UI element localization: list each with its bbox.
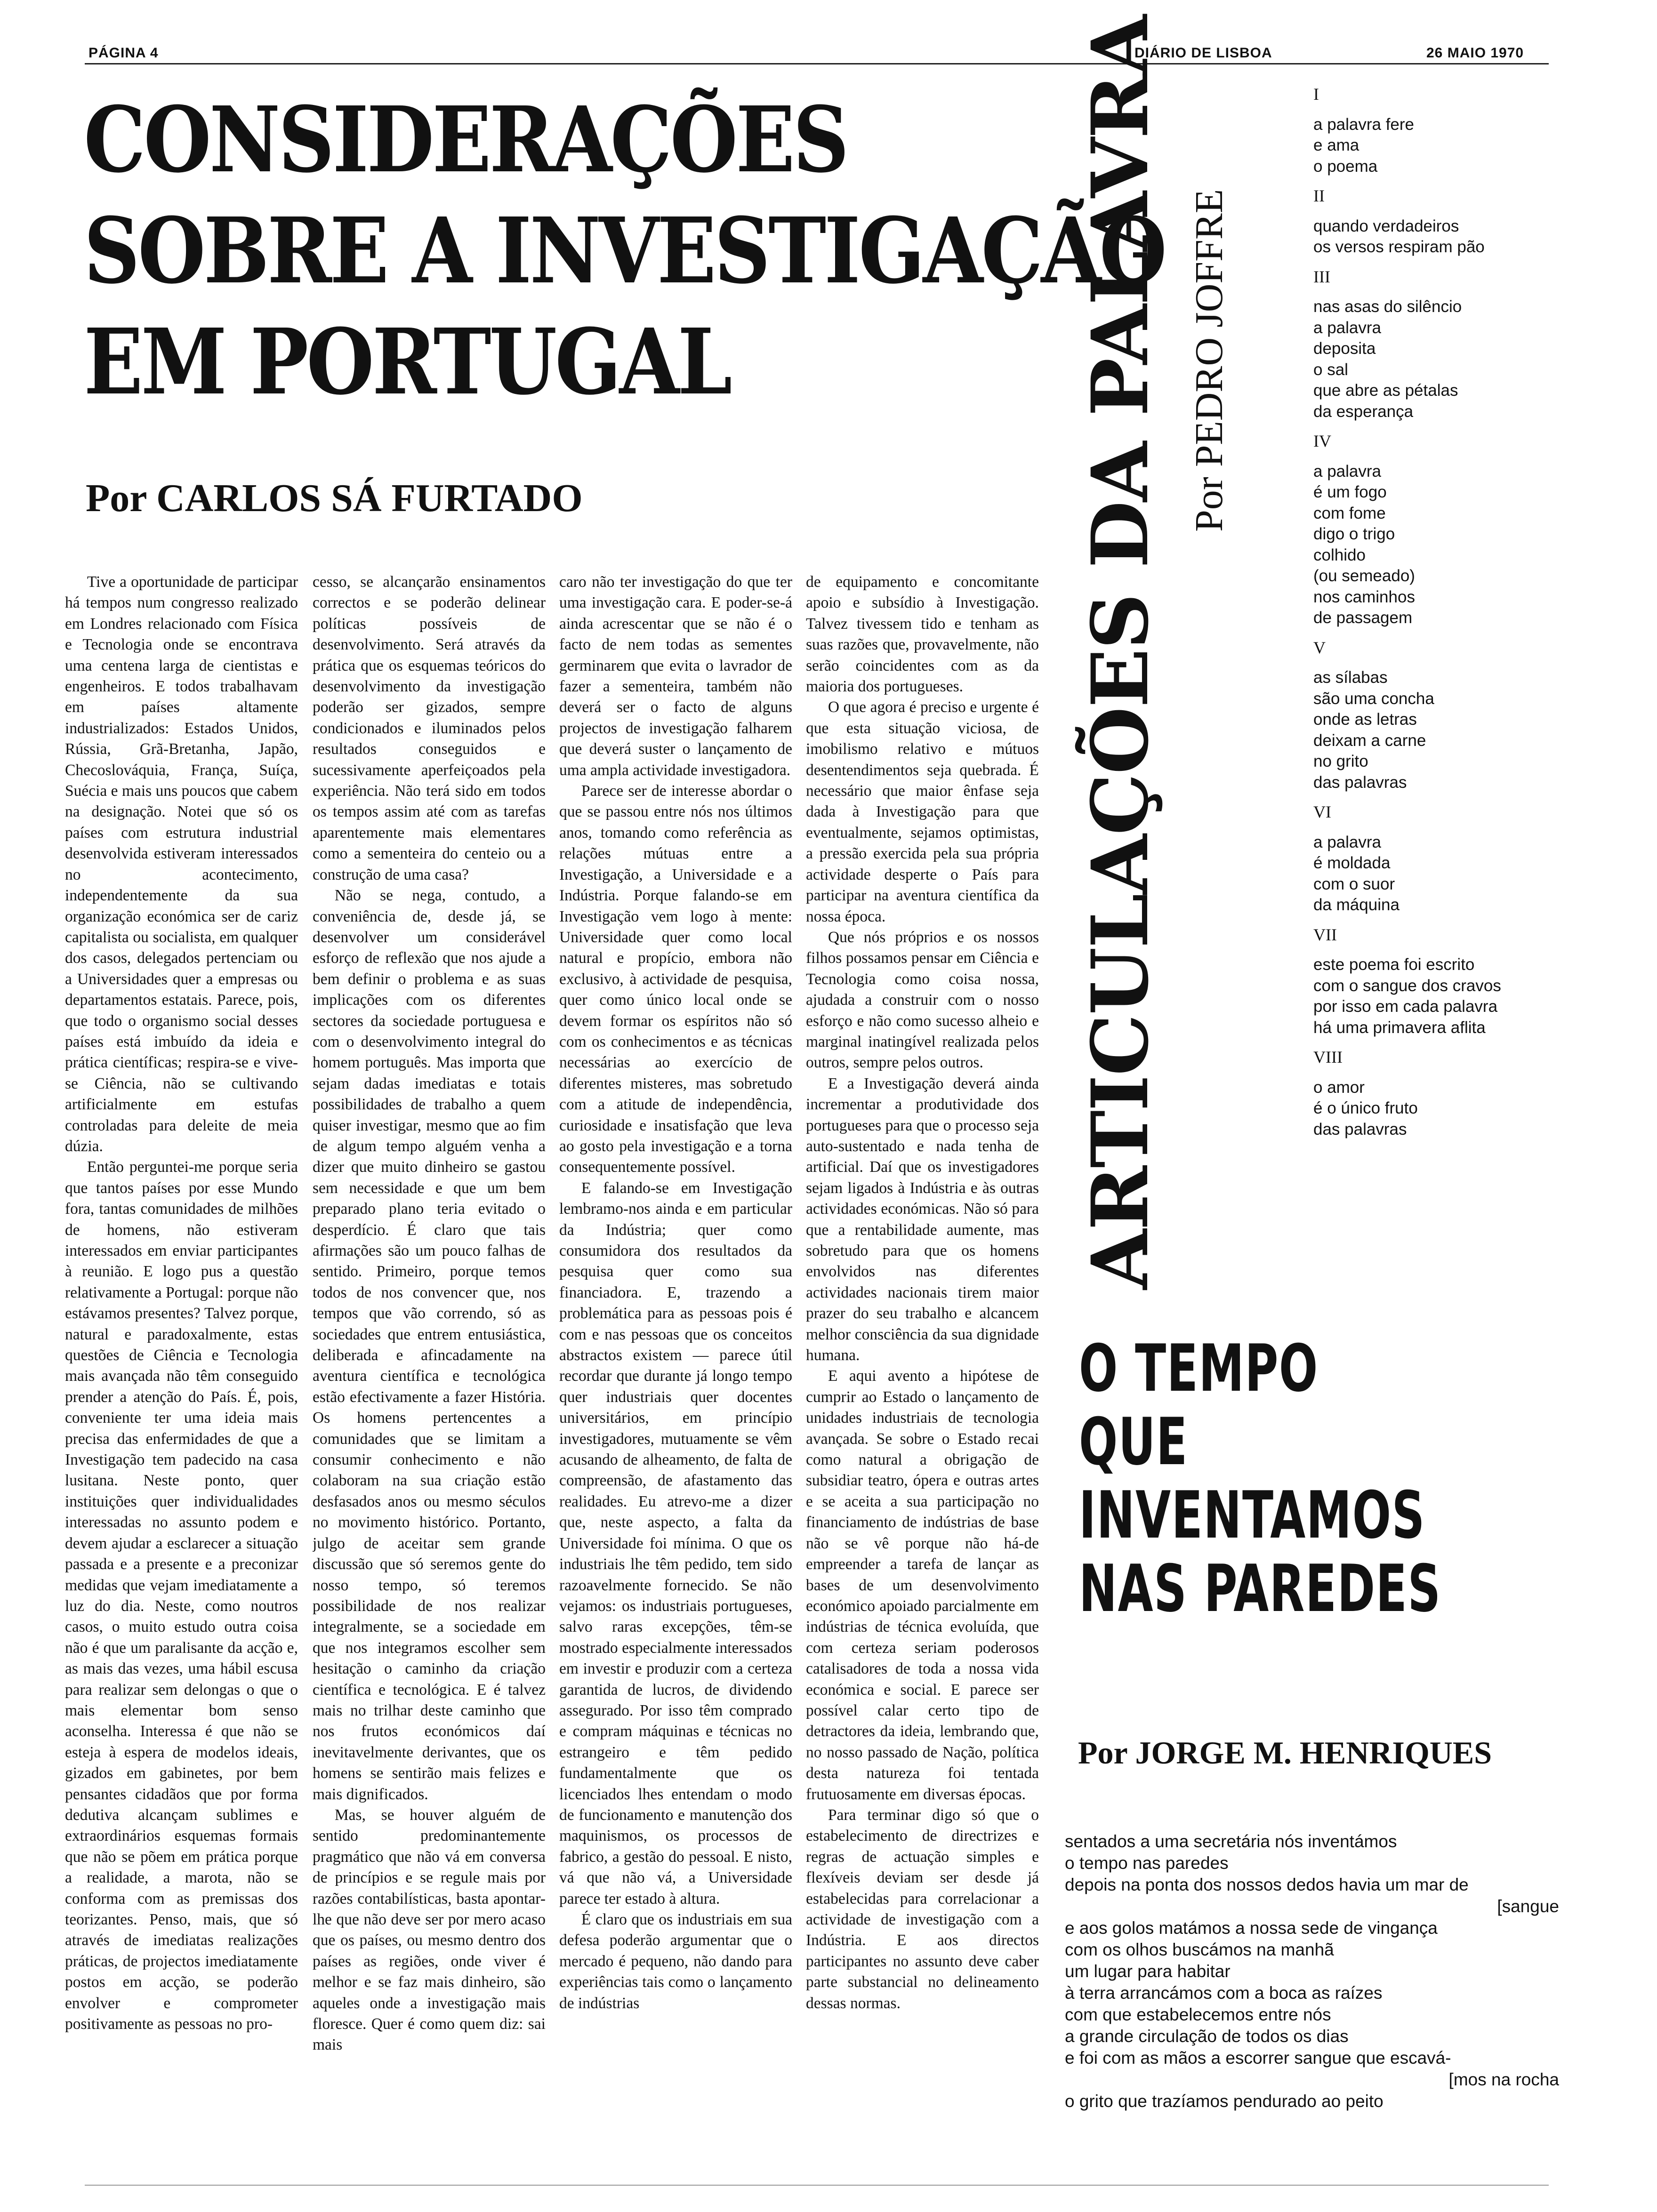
article3-poem	[1065, 1831, 1559, 2112]
poem-line: e foi com as mãos a escorrer sangue que escavá-	[1065, 2048, 1451, 2068]
poem-line: com os olhos buscámos na manhã	[1065, 1940, 1334, 1959]
paragraph: cesso, se alcançarão ensinamentos correctos e se poderão delinear políticas possíveis de desenvolvimento. Será através da prática que os esquemas teóricos do desenvolvimento da investigação poderão ser gizados, sempre condicionados e iluminados pelos resultados conseguidos e sucessivamente aperfeiçoados pela experiência. Não terá sido em todos os tempos assim até com as tarefas aparentemente mais elementares como a sementeira do centeio ou a construção de uma casa?	[313, 573, 546, 883]
article3-title-line-3: INVENTAMOS	[1079, 1477, 1425, 1553]
poem-line: deposita	[1313, 339, 1376, 358]
issue-date: 26 MAIO 1970	[1426, 45, 1524, 61]
stanza-number: V	[1313, 638, 1326, 657]
poem-line: os versos respiram pão	[1313, 238, 1485, 256]
poem-line: o sal	[1313, 360, 1348, 379]
poem-line: são uma concha	[1313, 689, 1434, 708]
poem-title-vertical: ARTICULAÇÕES DA PALAVRA	[1074, 16, 1166, 1290]
poem-line: [sangue	[1497, 1897, 1559, 1916]
poem-line: o amor	[1313, 1078, 1365, 1097]
poem-line: e ama	[1313, 136, 1359, 154]
stanza	[1313, 216, 1558, 258]
article-column-2	[313, 572, 546, 2106]
paragraph: E aqui avento a hipótese de cumprir ao Estado o lançamento de unidades industriais de tecnologia avançada. Se sobre o Estado recai como natural a obrigação de subsidiar teatro, ópera e outras artes e se aceita a sua participação no financiamento de indústrias de base não se vê porque não há-de empreender a tarefa de lançar as bases de um desenvolvimento económico apoiado parcialmente em indústrias de técnica evoluída, que com certeza seriam poderosos catalisadores de toda a nossa vida económica e social. E parece ser possível calar certo tipo de detractores da ideia, lembrando que, no nosso passado de Nação, política desta natureza foi tentada frutuosamente em diversas épocas.	[806, 1367, 1039, 1803]
paragraph: Para terminar digo só que o estabelecimento de directrizes e regras de actuação simples e flexíveis deviam ser desde já estabelecidas para correlacionar a actividade de investigação com a Indústria. E aos directos participantes no assunto deve caber parte substancial no delineamento dessas normas.	[806, 1806, 1039, 2012]
article3-byline: Por JORGE M. HENRIQUES	[1078, 1735, 1492, 1771]
poem-line: nas asas do silêncio	[1313, 297, 1462, 316]
paragraph: Parece ser de interesse abordar o que se passou entre nós nos últimos anos, tomando como referência as relações mútuas entre a Investigação, a Universidade e a Indústria. Porque falando-se em Investigação vem logo à mente: Universidade quer como local natural e propício, embora não exclusivo, à actividade de pesquisa, quer como único local onde se devem formar os espíritos não só com os conhecimentos e as técnicas necessárias ao exercício de diferentes misteres, mas sobretudo com a atitude de independência, curiosidade e insatisfação que leva ao gosto pela investigação e a torna consequentemente possível.	[559, 782, 792, 1176]
poem-line: que abre as pétalas	[1313, 381, 1458, 400]
poem-line: das palavras	[1313, 1120, 1407, 1138]
poem-line: com o suor	[1313, 874, 1395, 893]
stanza	[1313, 667, 1558, 793]
paragraph: E a Investigação deverá ainda incrementar a produtividade dos portugueses para que o processo seja auto-sustentado e nada tenha de artificial. Daí que os investigadores sejam ligados à Indústria e às outras actividades económicas. Não só para que a rentabilidade aumente, mas sobretudo para que os homens envolvidos nas diferentes actividades nacionais tirem maior prazer do seu trabalho e alcancem melhor consciência da sua dignidade humana.	[806, 1074, 1039, 1364]
header-rule	[85, 63, 1549, 64]
paragraph: Não se nega, contudo, a conveniência de, desde já, se desenvolver um considerável esforço de reflexão que nos ajude a bem definir o problema e as suas implicações com os diferentes sectores da sociedade portuguesa e com o desenvolvimento integral do homem português. Mas importa que sejam dadas imediatas e totais possibilidades de trabalho a quem quiser investigar, mesmo que ao fim de algum tempo alguém venha a dizer que muito dinheiro se gastou sem necessidade e que um bem preparado plano teria evitado o desperdício. É claro que tais afirmações são um pouco falhas de sentido. Primeiro, porque temos todos de nos convencer que, nos tempos que vão correndo, só as sociedades que entrem entusiástica, deliberada e afincadamente na aventura científica e tecnológica estão efectivamente a fazer História. Os homens pertencentes a comunidades que se limitam a consumir conhecimento e não colaboram na sua criação estão desfasados anos ou mesmo séculos no movimento histórico. Portanto, julgo de aceitar sem grande discussão que só seremos gente do nosso tempo, só teremos possibilidade de nos realizar integralmente, se a sociedade em que nos integramos escolher sem hesitação o caminho da criação científica e tecnológica. E é talvez mais no trilhar deste caminho que nos frutos económicos daí inevitavelmente derivantes, que os homens se sentirão mais felizes e mais dignificados.	[313, 887, 546, 1803]
paragraph: caro não ter investigação do que ter uma investigação cara. E poder-se-á ainda acrescentar que se não é o facto de nem todas as sementes germinarem que evita o lavrador de fazer a sementeira, também não deverá ser o facto de alguns projectos de investigação falharem que deverá suster o lançamento de uma ampla actividade investigadora.	[559, 573, 792, 779]
poem-line: há uma primavera aflita	[1313, 1018, 1486, 1037]
stanza-number: VIII	[1313, 1048, 1343, 1066]
poem-line: no grito	[1313, 752, 1368, 770]
newspaper-name: DIÁRIO DE LISBOA	[1134, 45, 1272, 61]
stanza-number: III	[1313, 267, 1330, 286]
poem-line: digo o trigo	[1313, 525, 1395, 543]
poem-line: é moldada	[1313, 854, 1391, 872]
stanza-number: I	[1313, 85, 1319, 104]
stanza-number: VI	[1313, 802, 1331, 821]
article-title	[84, 85, 1165, 418]
stanza	[1313, 832, 1558, 916]
poem-line: quando verdadeiros	[1313, 216, 1459, 235]
article3-title-line-4: NAS PAREDES	[1079, 1551, 1441, 1627]
stanza	[1313, 114, 1558, 177]
poem-line: o grito que trazíamos pendurado ao peito	[1065, 2092, 1384, 2111]
stanza-number: II	[1313, 186, 1325, 205]
poem-line: com que estabelecemos entre nós	[1065, 2005, 1331, 2024]
poem-line: à terra arrancámos com a boca as raízes	[1065, 1983, 1383, 2003]
stanza	[1313, 461, 1558, 629]
stanza-number: IV	[1313, 432, 1331, 450]
poem-line: é um fogo	[1313, 483, 1387, 501]
paragraph: E falando-se em Investigação lembramo-nos ainda e em particular da Indústria; quer como consumidora dos resultados da pesquisa quer como sua financiadora. E, trazendo a problemática para as pessoas pois é com e nas pessoas que os conceitos abstractos existem — parece útil recordar que durante já longo tempo quer industriais quer docentes universitários, em princípio investigadores, mutuamente se vêm acusando de alheamento, de falta de compreensão, de afastamento das realidades. Eu atrevo-me a dizer que, neste aspecto, a falta da Universidade foi mínima. O que os industriais lhe têm pedido, tem sido razoavelmente fornecido. Se não vejamos: os industriais portugueses, salvo raras excepções, têm-se mostrado especialmente interessados em investir e produzir com a certeza garantida de lucros, de dividendo assegurado. Por isso têm comprado e compram máquinas e técnicas no estrangeiro e têm pedido fundamentalmente que os licenciados lhes entendam o modo de funcionamento e manutenção dos maquinismos, os processos de fabrico, a gestão do pessoal. E nisto, vá que não vá, a Universidade parece ter estado à altura.	[559, 1179, 792, 1907]
paragraph: É claro que os industriais em sua defesa poderão argumentar que o mercado é pequeno, não dando para experiências tais como o lançamento de indústrias	[559, 1911, 792, 2012]
poem-line: a palavra	[1313, 462, 1381, 481]
poem-line: a palavra	[1313, 833, 1381, 851]
poem-line: colhido	[1313, 545, 1366, 564]
poem-line: as sílabas	[1313, 668, 1388, 687]
poem-byline-vertical: Por PEDRO JOFFRE	[1187, 189, 1231, 532]
stanza	[1313, 1077, 1558, 1140]
article-column-3	[559, 572, 792, 2106]
footer-rule	[85, 2185, 1549, 2186]
poem-line: [mos na rocha	[1448, 2070, 1559, 2089]
article3-title-line-2: QUE	[1079, 1404, 1188, 1480]
poem-line: da esperança	[1313, 402, 1414, 421]
poem-line: o tempo nas paredes	[1065, 1853, 1229, 1873]
poem-line: a grande circulação de todos os dias	[1065, 2027, 1349, 2046]
poem-line: das palavras	[1313, 773, 1407, 792]
article3-title	[1079, 1332, 1441, 1626]
poem-line: (ou semeado)	[1313, 567, 1415, 585]
title-line-1: CONSIDERAÇÕES	[84, 87, 847, 193]
poem-line: com fome	[1313, 504, 1386, 522]
page-number: PÁGINA 4	[88, 45, 159, 61]
poem-line: com o sangue dos cravos	[1313, 976, 1501, 995]
poem-line: sentados a uma secretária nós inventámos	[1065, 1832, 1397, 1851]
paragraph: Mas, se houver alguém de sentido predominantemente pragmático que não vá em conversa de princípios e se regule mais por razões contabilísticas, basta apontar-lhe que não deve ser por mero acaso que os países, ou mesmo dentro dos países as regiões, onde viver é melhor e se faz mais dinheiro, são aqueles onde a investigação mais floresce. Quer é como quem diz: sai mais	[313, 1806, 546, 2054]
poem-line: deixam a carne	[1313, 731, 1426, 750]
paragraph: O que agora é preciso e urgente é que esta situação viciosa, de imobilismo relativo e mútuos desentendimentos seja quebrada. É necessário que maior ênfase seja dada à Investigação para que eventualmente, sejamos optimistas, a pressão exercida pela sua própria actividade desperte o País para participar na aventura científica da nossa época.	[806, 698, 1039, 925]
poem-line: depois na ponta dos nossos dedos havia um mar de	[1065, 1875, 1469, 1894]
poem-line: a palavra	[1313, 318, 1381, 337]
title-line-3: EM PORTUGAL	[84, 309, 731, 415]
article-column-1	[65, 572, 298, 2106]
paragraph: Tive a oportunidade de participar há tempos num congresso realizado em Londres relacionado com Física e Tecnologia onde se encontrava uma centena larga de cientistas e engenheiros. E todos trabalhavam em países altamente industrializados: Estados Unidos, Rússia, Grã-Bretanha, Japão, Checoslováquia, França, Suíça, Suécia e mais uns poucos que cabem na designação. Notei que só os países com estrutura industrial desenvolvida estiveram interessados no acontecimento, independentemente da sua organização económica ser de cariz capitalista ou socialista, em qualquer dos casos, delegados pertenciam ou a Universidades quer a empresas ou departamentos estatais. Parece, pois, que todo o organismo social desses países está imbuído da ideia e prática científicas; respira-se e vive-se Ciência, não se cultivando artificialmente em estufas controladas para deleite de meia dúzia.	[65, 573, 298, 1155]
stanza	[1313, 297, 1558, 422]
stanza	[1313, 954, 1558, 1038]
poem-line: onde as letras	[1313, 710, 1417, 729]
poem-line: um lugar para habitar	[1065, 1962, 1231, 1981]
poem-line: de passagem	[1313, 609, 1413, 627]
poem-stanzas	[1313, 75, 1558, 1144]
poem-line: por isso em cada palavra	[1313, 997, 1498, 1016]
poem-line: nos caminhos	[1313, 587, 1415, 606]
poem-line: e aos golos matámos a nossa sede de vingança	[1065, 1918, 1438, 1938]
poem-line: a palavra fere	[1313, 115, 1415, 134]
article3-title-line-1: O TEMPO	[1079, 1330, 1319, 1406]
poem-line: o poema	[1313, 157, 1378, 176]
title-line-2: SOBRE A INVESTIGAÇÃO	[84, 198, 1165, 304]
stanza-number: VII	[1313, 925, 1337, 944]
poem-line: é o único fruto	[1313, 1099, 1418, 1117]
poem-line: este poema foi escrito	[1313, 955, 1475, 974]
paragraph: Que nós próprios e os nossos filhos possamos pensar em Ciência e Tecnologia como coisa nossa, ajudada a construir com o nosso esforço e não como sucesso alheio e marginal inatingível realizada pelos outros, sempre pelos outros.	[806, 928, 1039, 1072]
article-column-4	[806, 572, 1039, 2106]
poem-line: da máquina	[1313, 896, 1400, 914]
paragraph: Então perguntei-me porque seria que tantos países por esse Mundo fora, tantas comunidades de milhões de homens, não estiveram interessados em enviar participantes à reunião. E logo pus a questão relativamente a Portugal: porque não estávamos presentes? Talvez porque, natural e paradoxalmente, estas questões de Ciência e Tecnologia mais avançada não têm conseguido prender a atenção do País. É, pois, conveniente ter uma ideia mais precisa das enfermidades de que a Investigação tem padecido na casa lusitana. Neste ponto, quer instituições quer individualidades interessadas no assunto podem e devem ajudar a esclarecer a situação passada e a presente e a preconizar medidas que vejam imediatamente a luz do dia. Neste, como noutros casos, o muito estudo outra coisa não é que um paralisante da acção e, as mais das vezes, uma hábil escusa para realizar sem delongas o que o mais elementar bom senso aconselha. Interessa é que não se esteja à espera de modelos ideais, gizados em gabinetes, por bem pensantes cidadãos que por forma dedutiva alcançam sublimes e extraordinários esquemas formais que não se põem em prática porque a realidade, a marota, não se conforma com as premissas dos teorizantes. Penso, mais, que só através de imediatas realizações práticas, de projectos imediatamente postos em acção, se poderão envolver e comprometer positivamente as pessoas no pro-	[65, 1158, 298, 2033]
article-byline: Por CARLOS SÁ FURTADO	[86, 476, 583, 520]
paragraph: de equipamento e concomitante apoio e subsídio à Investigação. Talvez tivessem tido e tenham as suas razões que, provavelmente, não serão coincidentes com as da maioria dos portugueses.	[806, 573, 1039, 696]
